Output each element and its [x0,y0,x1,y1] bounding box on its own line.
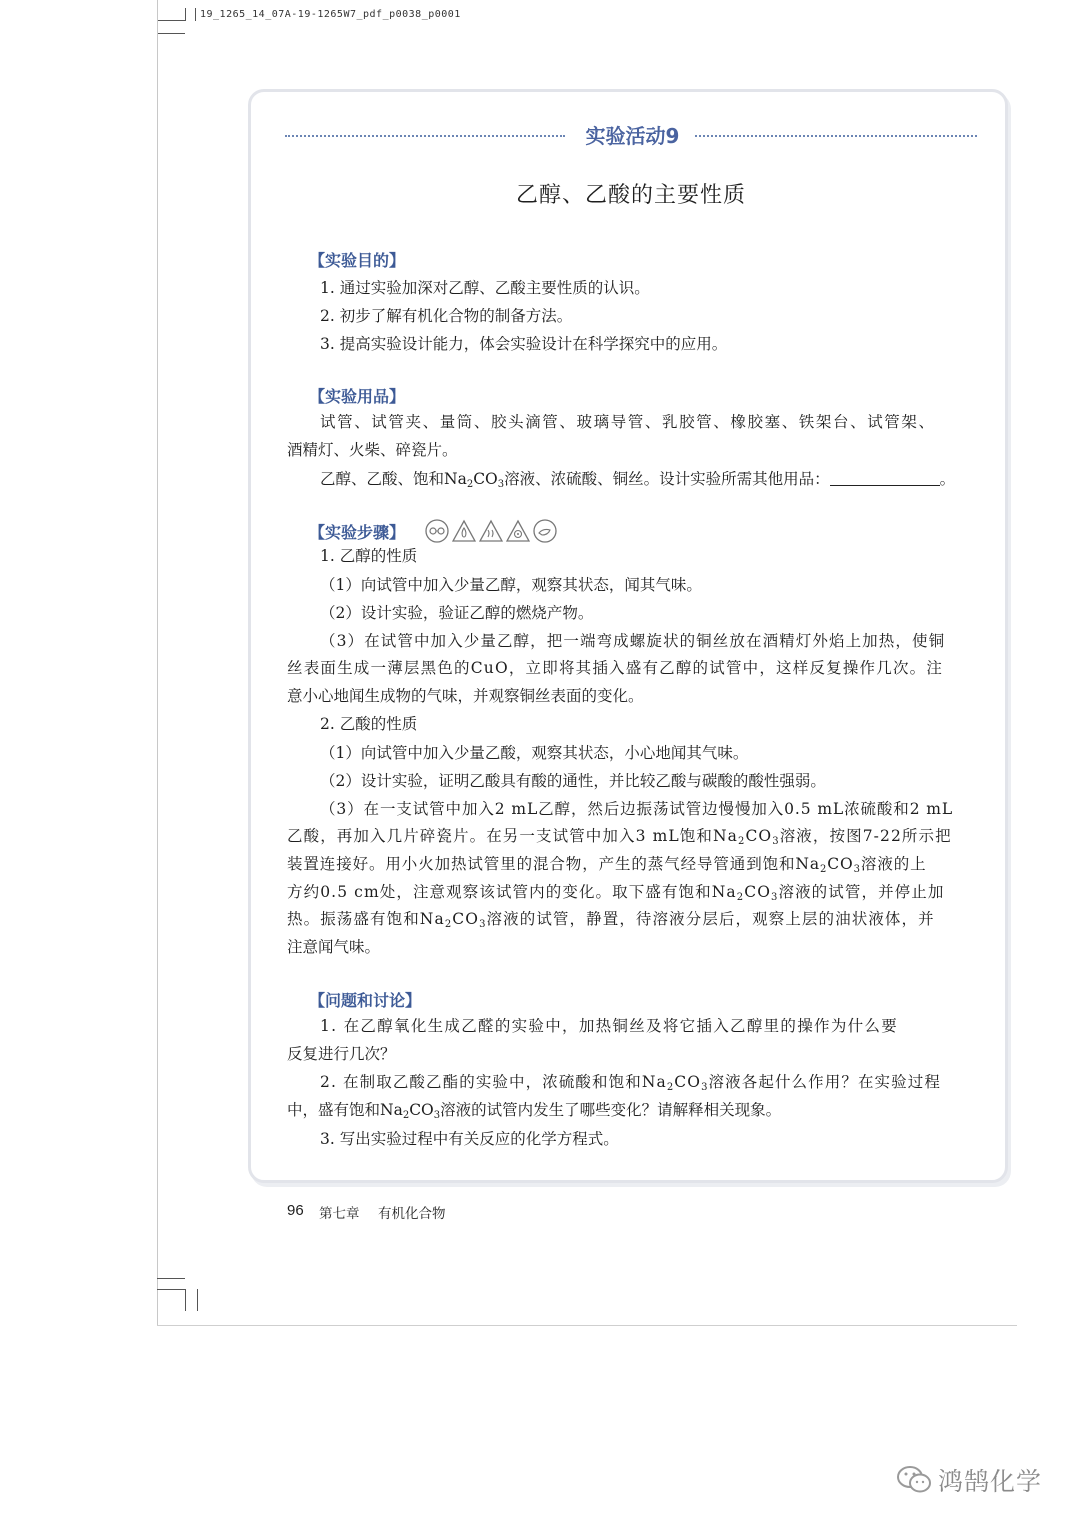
step-2-title: 2. 乙酸的性质 [320,715,418,733]
scan-file-header: 19_1265_14_07A-19-1265W7_pdf_p0038_p0001 [200,9,461,20]
materials-line-2: 酒精灯、火柴、碎瓷片。 [287,441,458,459]
page-title: 乙醇、乙酸的主要性质 [515,183,746,208]
step-2-1: （1）向试管中加入少量乙酸，观察其状态，小心地闻其气味。 [320,744,749,762]
purpose-item-3: 3. 提高实验设计能力，体会实验设计在科学探究中的应用。 [320,335,728,353]
chapter-title: 有机化合物 [378,1206,446,1222]
banner-label: 实验活动9 [585,124,680,148]
materials-line-3: 乙醇、乙酸、饱和$Na_2CO_3$溶液、浓硫酸、铜丝。设计实验所需其他用品： 。 [320,470,956,490]
purpose-item-2: 2. 初步了解有机化合物的制备方法。 [320,307,573,325]
step-2-3-line-5: 热。振荡盛有饱和$Na_2CO_3$溶液的试管，静置，待溶液分层后，观察上层的油状液体，并 [287,910,935,930]
hand-wash-icon [533,519,557,543]
step-2-3-line-6: 注意闻气味。 [287,938,381,956]
hot-surface-icon [479,519,503,543]
crop-mark-top-h [157,20,185,21]
question-1-line-2: 反复进行几次？ [287,1045,396,1063]
goggles-icon [425,519,449,543]
banner-dots-right [695,135,977,137]
purpose-item-1: 1. 通过实验加深对乙醇、乙酸主要性质的认识。 [320,279,650,297]
step-1-3-line-3: 意小心地闻生成物的气味，并观察铜丝表面的变化。 [287,687,644,705]
step-2-3-line-1: （3）在一支试管中加入2 mL乙醇，然后边振荡试管边慢慢加入0.5 mL浓硫酸和2 mL [320,800,954,818]
step-1-3-line-1: （3）在试管中加入少量乙醇，把一端弯成螺旋状的铜丝放在酒精灯外焰上加热，使铜 [320,632,946,650]
activity-banner [285,120,977,150]
chapter-label: 第七章 [319,1206,360,1222]
step-1-2: （2）设计实验，验证乙醇的燃烧产物。 [320,604,594,622]
purpose-heading: 【实验目的】 [309,251,406,270]
materials-heading: 【实验用品】 [309,387,406,406]
question-3: 3. 写出实验过程中有关反应的化学方程式。 [320,1130,619,1148]
page-edge-vertical [157,0,158,1325]
crop-mark-bottom-h [157,1278,185,1279]
crop-mark-bottom-v1 [185,1289,186,1311]
banner-dots-left [285,135,565,137]
steps-heading: 【实验步骤】 [309,523,406,542]
wechat-icon [896,1464,932,1496]
question-2-line-2: 中，盛有饱和$Na_2CO_3$溶液的试管内发生了哪些变化？请解释相关现象。 [287,1101,782,1121]
crop-mark-bottom-h2 [157,1289,185,1290]
crop-mark-top-v2 [195,8,196,21]
step-2-2: （2）设计实验，证明乙酸具有酸的通性，并比较乙酸与碳酸的酸性强弱。 [320,772,826,790]
discussion-heading: 【问题和讨论】 [309,991,422,1010]
question-1-line-1: 1. 在乙醇氧化生成乙醛的实验中，加热铜丝及将它插入乙醇里的操作为什么要 [320,1017,899,1035]
step-1-1: （1）向试管中加入少量乙醇，观察其状态，闻其气味。 [320,576,702,594]
question-2-line-1: 2. 在制取乙酸乙酯的实验中，浓硫酸和饱和$Na_2CO_3$溶液各起什么作用？在实验过程 [320,1073,941,1093]
crop-mark-top-v1 [185,8,186,21]
fill-in-blank[interactable] [830,471,940,486]
crop-mark-top-h2 [157,33,185,34]
step-2-3-line-2: 乙酸，再加入几片碎瓷片。在另一支试管中加入3 mL饱和$Na_2CO_3$溶液，按图7-22所示把 [287,827,952,847]
step-2-3-line-3: 装置连接好。用小火加热试管里的混合物，产生的蒸气经导管通到饱和$Na_2CO_3$溶液的上 [287,855,927,875]
materials-line-1: 试管、试管夹、量筒、胶头滴管、玻璃导管、乳胶管、橡胶塞、铁架台、试管架、 [320,413,936,431]
page-edge-horizontal [157,1325,1017,1326]
watermark-text: 鸿鹄化学 [938,1467,1043,1496]
page-number: 96 [287,1202,304,1219]
hazard-warning-icon [506,519,530,543]
step-1-title: 1. 乙醇的性质 [320,547,418,565]
step-2-3-line-4: 方约0.5 cm处，注意观察该试管内的变化。取下盛有饱和$Na_2CO_3$溶液的试管，并停止加 [287,883,945,903]
step-1-3-line-2: 丝表面生成一薄层黑色的CuO，立即将其插入盛有乙醇的试管中，这样反复操作几次。注 [287,659,944,677]
fire-warning-icon [452,519,476,543]
crop-mark-bottom-v2 [197,1289,198,1311]
